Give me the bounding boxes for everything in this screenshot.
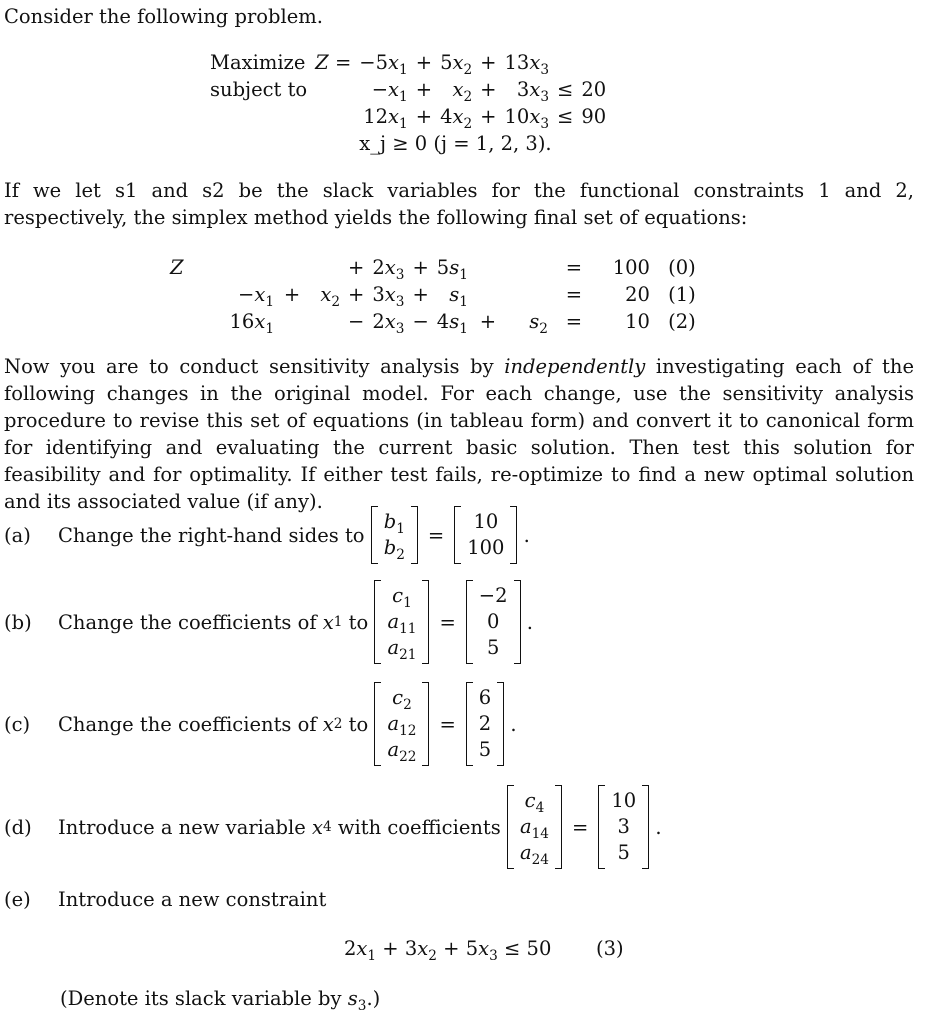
objective-c3: 13 — [504, 51, 530, 74]
part-d-value: 5 — [617, 841, 630, 864]
label-eq-2: (2) — [668, 310, 696, 333]
intro-text: Consider the following problem. — [4, 5, 323, 28]
part-d-value: 10 — [611, 789, 637, 812]
part-b-value: −2 — [478, 584, 508, 607]
part-d-value: 3 — [617, 815, 630, 838]
part-e-rhs: 50 — [526, 937, 552, 960]
part-d-label: (d) — [4, 815, 32, 839]
part-a-text: Change the right-hand sides to — [58, 523, 365, 547]
objective-row: Maximize Z = $-5x_1$ + $5x_2$ + $13x_3$ — [206, 49, 610, 76]
slack-paragraph: If we let s1 and s2 be the slack variables for the functional constraints 1 and 2, respectively, the simplex method yields the following final set of equations: — [4, 179, 914, 229]
part-e-label: (e) — [4, 888, 31, 911]
part-e — [4, 886, 326, 913]
part-d: (d) Introduce a new variable x 4 with coefficients $c_4$ $a_{14}$ $a_{24}$ = 10 3 5 . — [4, 785, 662, 869]
part-d-rhs-matrix — [598, 785, 649, 869]
final-equation-0: Z + $2x_3$ + $5s_1$ = 100 (0) — [166, 254, 710, 281]
constraint2-a3: 10 — [504, 105, 530, 128]
rhs-eq-0: 100 — [612, 256, 650, 279]
objective-eq: = — [334, 51, 352, 74]
part-c-value: 2 — [478, 712, 492, 735]
objective-z: Z — [315, 51, 329, 74]
constraint1-a3: 3 — [516, 78, 530, 101]
constraint1-a1: − — [371, 78, 389, 101]
part-e-text: Introduce a new constraint — [58, 888, 327, 911]
part-a-value: 10 — [473, 510, 499, 533]
rhs-eq-1: 20 — [625, 283, 650, 306]
final-equation-2: $16x_1$ − $2x_3$ − $4s_1$ + $s_2$ = 10 (2) — [166, 308, 710, 335]
part-e-constraint-label: (3) — [596, 937, 624, 960]
part-c-value: 5 — [478, 738, 492, 761]
part-b-lhs-matrix: $c_1$ $a_{11}$ $a_{21}$ — [374, 580, 429, 664]
constraint1-rhs: 20 — [581, 78, 607, 101]
part-a: (a) Change the right-hand sides to $b_1$ $b_2$ = 10 100 . — [4, 507, 530, 563]
final-equation-1: $-x_1$ + $x_2$ + $3x_3$ + $s_1$ = 20 (1) — [166, 281, 710, 308]
maximize-label: Maximize — [210, 51, 306, 74]
part-b-label: (b) — [4, 610, 32, 634]
part-a-label: (a) — [4, 523, 31, 547]
objective-c1: −5 — [359, 51, 389, 74]
rhs-eq-2: 10 — [625, 310, 650, 333]
label-eq-0: (0) — [668, 256, 696, 279]
part-c-text: Change the coefficients of — [58, 712, 317, 736]
part-b-value: 5 — [486, 636, 500, 659]
objective-c2: 5 — [440, 51, 453, 74]
emphasis-independently: independently — [504, 355, 646, 378]
part-a-value: 100 — [467, 536, 505, 559]
part-e-constraint: $2x_1 + 3x_2 + 5x_3 \le 50$ — [344, 937, 552, 964]
constraint2-a2: 4 — [440, 105, 453, 128]
label-eq-1: (1) — [668, 283, 696, 306]
part-a-lhs-matrix: $b_1$ $b_2$ — [371, 506, 418, 564]
subject-to-label: subject to — [210, 78, 308, 101]
part-d-text: Introduce a new variable — [58, 815, 306, 839]
constraint-1-row: subject to $-x_1$ + $x_2$ + $3x_3$ ≤ 20 — [206, 76, 610, 103]
constraint2-rel: ≤ — [557, 105, 574, 128]
part-b-value: 0 — [486, 610, 500, 633]
part-c-value: 6 — [478, 686, 492, 709]
part-c-lhs-matrix: $c_2$ $a_{12}$ $a_{22}$ — [374, 682, 429, 766]
part-c: (c) Change the coefficients of x 2 to $c_2$ $a_{12}$ $a_{22}$ = 6 2 5 . — [4, 682, 517, 766]
nonnegativity: x_j ≥ 0 (j = 1, 2, 3). — [359, 132, 552, 155]
part-b: (b) Change the coefficients of x 1 to $c_1$ $a_{11}$ $a_{21}$ = −2 0 5 . — [4, 580, 533, 664]
part-d-text2: with coefficients — [337, 815, 501, 839]
nonnegativity-row — [206, 130, 610, 157]
constraint1-rel: ≤ — [557, 78, 574, 101]
constraint2-rhs: 90 — [581, 105, 607, 128]
final-equations — [166, 254, 710, 335]
constraint2-a1: 12 — [363, 105, 389, 128]
part-b-text: Change the coefficients of — [58, 610, 317, 634]
part-a-rhs-matrix — [454, 506, 517, 564]
lp-formulation — [206, 49, 610, 157]
part-e-note: (Denote its slack variable by $s_3$.) — [60, 987, 381, 1014]
part-d-lhs-matrix: $c_4$ $a_{14}$ $a_{24}$ — [507, 785, 562, 869]
part-c-rhs-matrix — [466, 682, 504, 766]
part-c-label: (c) — [4, 712, 31, 736]
constraint-2-row: $12x_1$ + $4x_2$ + $10x_3$ ≤ 90 — [206, 103, 610, 130]
part-b-rhs-matrix — [466, 580, 521, 664]
analysis-paragraph: Now you are to conduct sensitivity analysis by independently investigating each of the following changes in the original model. For each change, use the sensitivity analysis procedure to revise this set of equations (in tableau form) and convert it to canonical form for identifying and evaluating the current basic solution. Then test this solution for feasibility and for optimality. If either test fails, re-optimize to find a new optimal solution and its associated value (if any). — [4, 355, 914, 513]
